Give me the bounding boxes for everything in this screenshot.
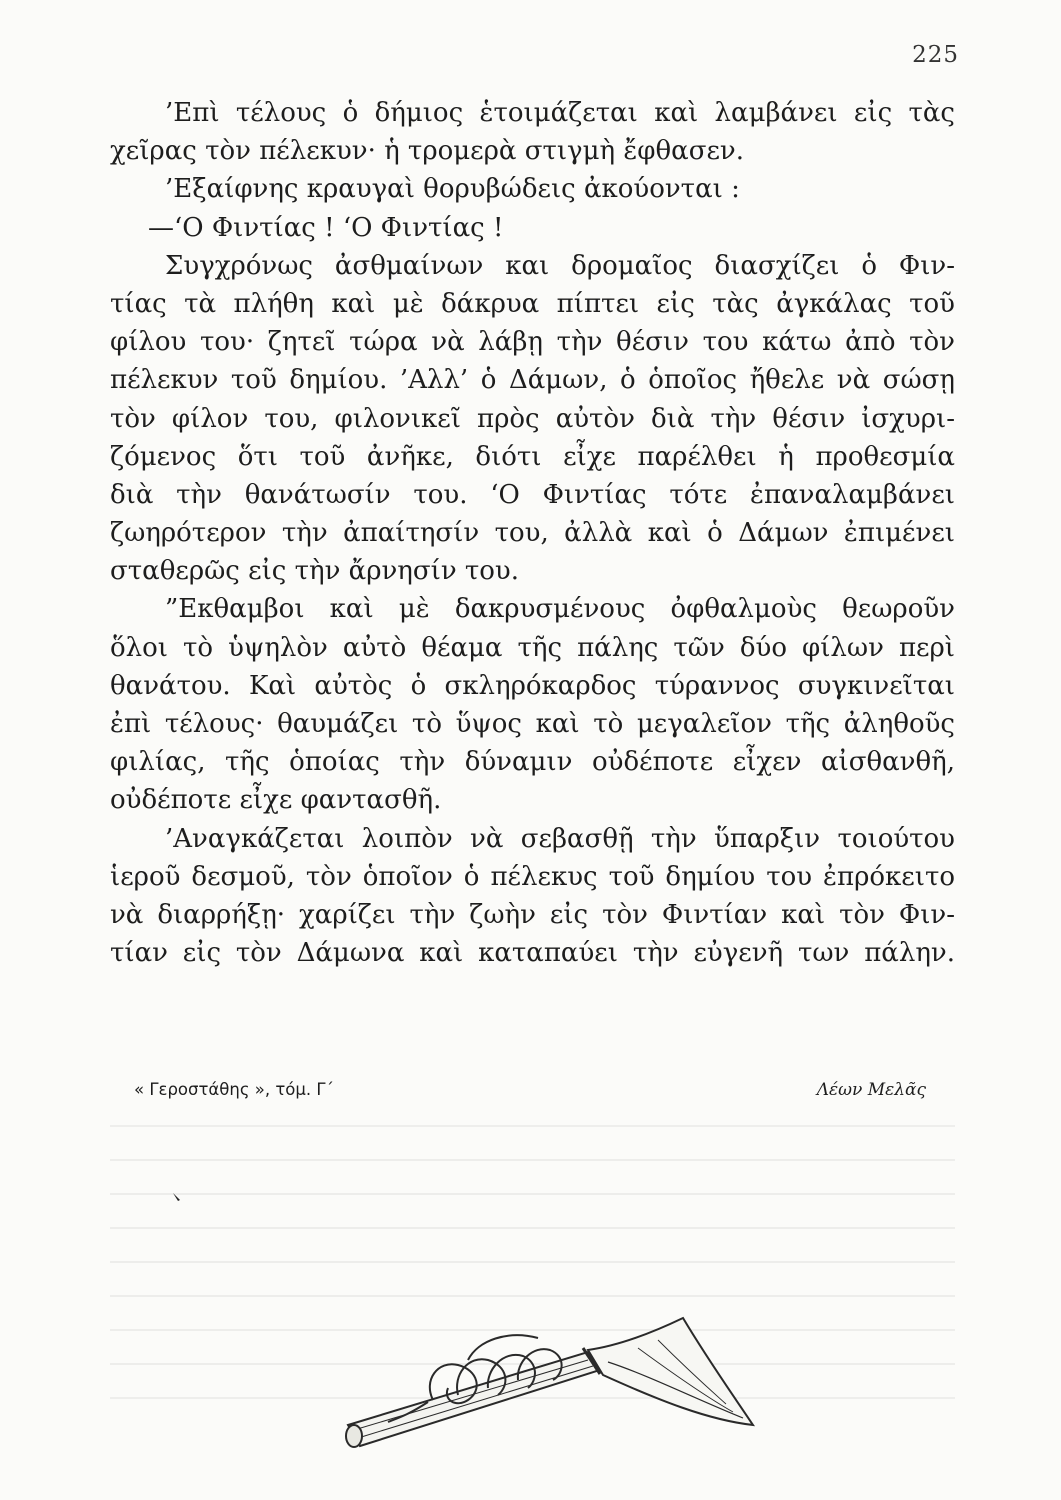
text-line: νὰ διαρρήξῃ· χαρίζει τὴν ζωὴν εἰς τὸν Φιντίαν καὶ τὸν Φιν-	[110, 899, 955, 930]
text-line: ”Εκθαμβοι καὶ μὲ δακρυσμένους ὀφθαλμοὺς θεωροῦν	[165, 594, 955, 625]
author-name: Λέων Μελᾶς	[816, 1080, 926, 1100]
text-line: οὐδέποτε εἶχε φαντασθῆ.	[110, 785, 442, 816]
ink-speck-icon	[172, 1192, 182, 1202]
text-line: ἱεροῦ δεσμοῦ, τὸν ὁποῖον ὁ πέλεκυς τοῦ δημίου του ἐπρόκειτο	[110, 861, 955, 892]
text-line: τίαν εἰς τὸν Δάμωνα καὶ καταπαύει τὴν εὐγενῆ των πάλην.	[110, 938, 955, 969]
text-line: Συγχρόνως ἀσθμαίνων και δρομαῖος διασχίζει ὁ Φιν-	[165, 250, 955, 281]
axe-with-rope-icon	[338, 1300, 768, 1450]
text-line: ’Εξαίφνης κραυγαὶ θορυβώδεις ἀκούονται :	[165, 174, 740, 205]
text-line: διὰ τὴν θανάτωσίν του. ‘Ο Φιντίας τότε ἐπαναλαμβάνει	[110, 479, 955, 510]
text-line: φιλίας, τῆς ὁποίας τὴν δύναμιν οὐδέποτε εἶχεν αἰσθανθῆ,	[110, 747, 955, 778]
text-line: ἐπὶ τέλους· θαυμάζει τὸ ὕψος καὶ τὸ μεγαλεῖον τῆς ἀληθοῦς	[110, 709, 955, 739]
page-number: 225	[912, 42, 959, 68]
text-line: τίας τὰ πλήθη καὶ μὲ δάκρυα πίπτει εἰς τὰς ἀγκάλας τοῦ	[110, 288, 955, 319]
text-line: ὅλοι τὸ ὑψηλὸν αὐτὸ θέαμα τῆς πάλης τῶν δύο φίλων περὶ	[110, 632, 955, 663]
text-line: χεῖρας τὸν πέλεκυν· ἡ τρομερὰ στιγμὴ ἔφθασεν.	[110, 136, 744, 167]
source-citation: « Γεροστάθης », τόμ. Γ΄	[134, 1080, 334, 1099]
text-line: ζόμενος ὅτι τοῦ ἀνῆκε, διότι εἶχε παρέλθει ἡ προθεσμία	[110, 441, 955, 472]
text-line: ’Αναγκάζεται λοιπὸν νὰ σεβασθῇ τὴν ὕπαρξιν τοιούτου	[165, 823, 955, 854]
text-line: θανάτου. Καὶ αὐτὸς ὁ σκληρόκαρδος τύραννος συγκινεῖται	[110, 670, 955, 701]
text-line: ζωηρότερον τὴν ἀπαίτησίν του, ἀλλὰ καὶ ὁ Δάμων ἐπιμένει	[110, 518, 955, 549]
text-line: φίλου του· ζητεῖ τώρα νὰ λάβῃ τὴν θέσιν του κάτω ἀπὸ τὸν	[110, 327, 955, 358]
text-line: τὸν φίλον του, φιλονικεῖ πρὸς αὐτὸν διὰ τὴν θέσιν ἰσχυρι-	[110, 403, 955, 434]
body-text	[110, 94, 955, 972]
text-line: πέλεκυν τοῦ δημίου. ’Αλλ’ ὁ Δάμων, ὁ ὁποῖος ἤθελε νὰ σώσῃ	[110, 365, 955, 396]
attribution	[126, 1080, 926, 1114]
text-line: σταθερῶς εἰς τὴν ἄρνησίν του.	[110, 556, 519, 587]
text-line: ’Επὶ τέλους ὁ δήμιος ἑτοιμάζεται καὶ λαμβάνει εἰς τὰς	[165, 98, 955, 128]
text-line: —‘Ο Φιντίας ! ‘Ο Φιντίας !	[148, 212, 504, 243]
